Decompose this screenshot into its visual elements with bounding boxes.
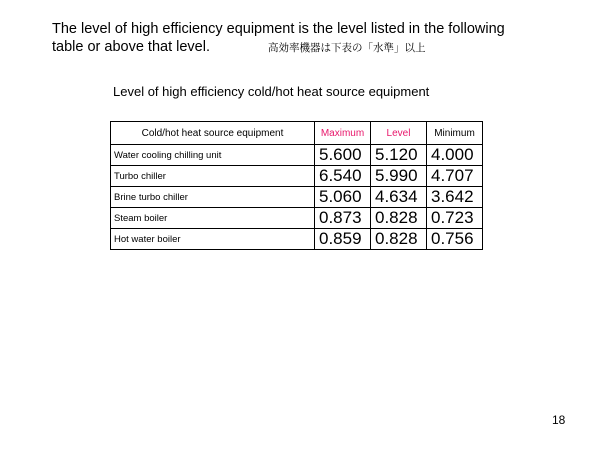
row-level: 0.828: [371, 229, 427, 250]
row-maximum: 5.600: [315, 145, 371, 166]
row-minimum: 4.000: [427, 145, 483, 166]
row-minimum: 0.723: [427, 208, 483, 229]
intro-text: [52, 20, 572, 57]
japanese-note: 高効率機器は下表の「水準」以上: [268, 42, 426, 54]
row-equipment-name: Brine turbo chiller: [111, 187, 315, 208]
table-row: [111, 187, 483, 208]
intro-line-2-text: table or above that level.: [52, 39, 210, 55]
table-subtitle: Level of high efficiency cold/hot heat source equipment: [113, 84, 430, 99]
efficiency-table: [110, 121, 483, 250]
table-header-row: [111, 122, 483, 145]
header-level: Level: [371, 122, 427, 145]
table-row: [111, 208, 483, 229]
row-equipment-name: Turbo chiller: [111, 166, 315, 187]
row-minimum: 3.642: [427, 187, 483, 208]
row-equipment-name: Water cooling chilling unit: [111, 145, 315, 166]
row-maximum: 5.060: [315, 187, 371, 208]
header-maximum: Maximum: [315, 122, 371, 145]
row-level: 5.120: [371, 145, 427, 166]
intro-line-2: [52, 38, 572, 57]
row-minimum: 0.756: [427, 229, 483, 250]
intro-line-1: The level of high efficiency equipment is the level listed in the following: [52, 21, 505, 37]
table-row: [111, 229, 483, 250]
table-row: [111, 145, 483, 166]
row-equipment-name: Hot water boiler: [111, 229, 315, 250]
row-maximum: 0.859: [315, 229, 371, 250]
row-equipment-name: Steam boiler: [111, 208, 315, 229]
row-maximum: 6.540: [315, 166, 371, 187]
header-minimum: Minimum: [427, 122, 483, 145]
row-minimum: 4.707: [427, 166, 483, 187]
row-level: 5.990: [371, 166, 427, 187]
row-maximum: 0.873: [315, 208, 371, 229]
row-level: 4.634: [371, 187, 427, 208]
table-row: [111, 166, 483, 187]
page-number: 18: [552, 413, 566, 427]
row-level: 0.828: [371, 208, 427, 229]
header-equipment: Cold/hot heat source equipment: [111, 122, 315, 145]
